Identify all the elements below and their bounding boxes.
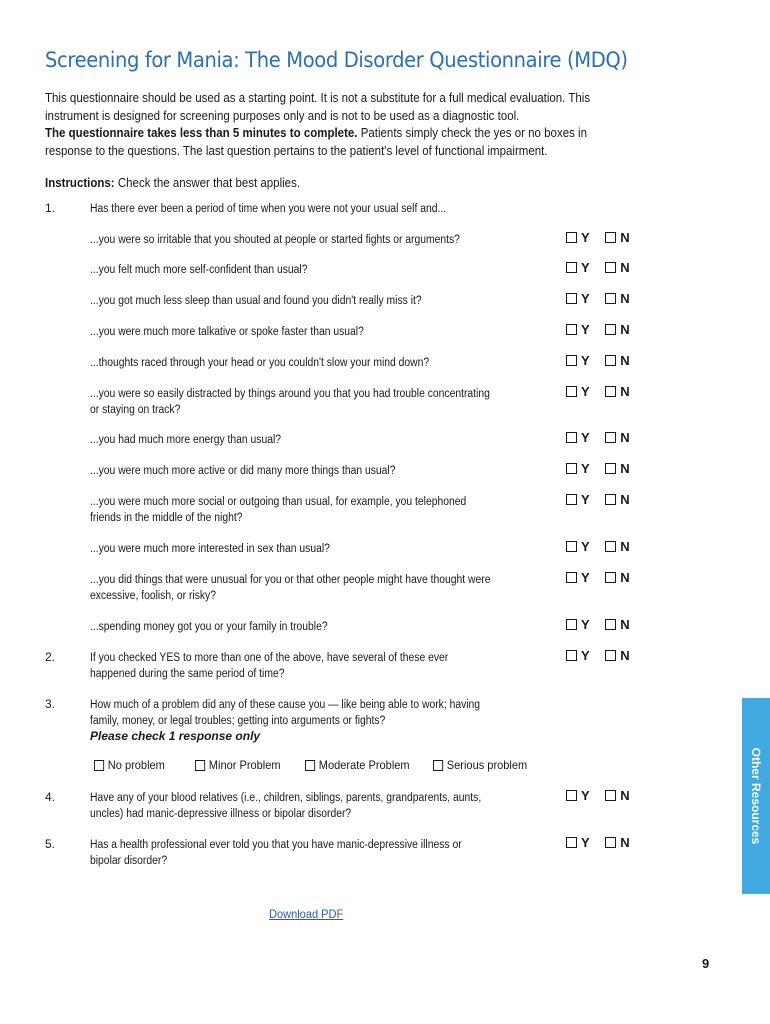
- q1-item-text: ...you were much more active or did many more things than usual?: [90, 465, 396, 477]
- checkbox-icon: [605, 355, 616, 366]
- q1-item-text: ...thoughts raced through your head or you couldn't slow your mind down?: [90, 357, 430, 369]
- yes-no-group: [566, 353, 642, 369]
- yes-no-group: [566, 617, 642, 633]
- yes-label: Y: [581, 617, 590, 632]
- checkbox-icon: [566, 324, 577, 335]
- no-label: N: [620, 461, 630, 476]
- instructions-label: Instructions:: [45, 176, 115, 190]
- checkbox-icon: [605, 232, 616, 243]
- yes-no-group: [566, 539, 642, 555]
- yes-checkbox[interactable]: [566, 570, 590, 585]
- intro-rest: Patients simply check the yes or no boxes in response to the questions. The last question pertains to the patient's level of functional impairment.: [45, 126, 587, 158]
- question-number: 2.: [45, 650, 56, 664]
- no-checkbox[interactable]: [605, 384, 629, 399]
- yes-checkbox[interactable]: [566, 384, 590, 399]
- no-label: N: [620, 648, 630, 663]
- q1-item-text: ...you were so irritable that you shouted at people or started fights or arguments?: [90, 234, 460, 246]
- option-label: Moderate Problem: [318, 758, 410, 772]
- checkbox-icon: [605, 324, 616, 335]
- yes-checkbox[interactable]: [566, 788, 590, 803]
- minor-problem-checkbox[interactable]: [195, 758, 281, 772]
- checkbox-icon: [566, 463, 577, 474]
- checkbox-icon: [566, 619, 577, 630]
- yes-no-group: [566, 291, 642, 307]
- checkbox-icon: [605, 293, 616, 304]
- option-label: Minor Problem: [208, 758, 281, 772]
- yes-no-group: [566, 430, 642, 446]
- question-text: How much of a problem did any of these cause you — like being able to work; having family, money, or legal troubles; getting into arguments or fights?: [90, 699, 481, 727]
- yes-checkbox[interactable]: [566, 461, 590, 476]
- q1-item-text: ...you were much more interested in sex than usual?: [90, 543, 330, 555]
- download-pdf-link[interactable]: Download PDF: [269, 907, 344, 921]
- intro-text: [45, 90, 634, 160]
- yes-checkbox[interactable]: [566, 492, 590, 507]
- checkbox-icon: [605, 262, 616, 273]
- yes-no-group: [566, 322, 642, 338]
- no-checkbox[interactable]: [605, 835, 629, 850]
- moderate-problem-checkbox[interactable]: [305, 758, 410, 772]
- no-label: N: [620, 230, 630, 245]
- checkbox-icon: [605, 386, 616, 397]
- q1-item-text: ...you were much more social or outgoing than usual, for example, you telephoned friends in the middle of the night?: [90, 496, 467, 524]
- q1-item-text: ...you felt much more self-confident than usual?: [90, 264, 308, 276]
- yes-no-group: [566, 461, 642, 477]
- question-text: If you checked YES to more than one of the above, have several of these ever happened during the same period of time?: [90, 652, 449, 680]
- checkbox-icon: [566, 837, 577, 848]
- serious-problem-checkbox[interactable]: [433, 758, 527, 772]
- yes-label: Y: [581, 492, 590, 507]
- yes-label: Y: [581, 291, 590, 306]
- intro-bold: The questionnaire takes less than 5 minutes to complete.: [45, 126, 358, 140]
- checkbox-icon: [566, 293, 577, 304]
- no-label: N: [620, 570, 630, 585]
- yes-no-group: [566, 570, 642, 586]
- yes-label: Y: [581, 539, 590, 554]
- yes-label: Y: [581, 353, 590, 368]
- checkbox-icon: [605, 494, 616, 505]
- yes-label: Y: [581, 648, 590, 663]
- no-checkbox[interactable]: [605, 230, 629, 245]
- checkbox-icon: [605, 837, 616, 848]
- yes-label: Y: [581, 430, 590, 445]
- yes-checkbox[interactable]: [566, 230, 590, 245]
- yes-checkbox[interactable]: [566, 322, 590, 337]
- yes-no-group: [566, 835, 642, 851]
- checkbox-icon: [605, 619, 616, 630]
- q1-item-text: ...spending money got you or your family in trouble?: [90, 621, 328, 633]
- yes-no-group: [566, 648, 642, 664]
- no-checkbox[interactable]: [605, 461, 629, 476]
- checkbox-icon: [566, 232, 577, 243]
- no-label: N: [620, 430, 630, 445]
- no-label: N: [620, 492, 630, 507]
- question-number: 1.: [45, 201, 56, 215]
- no-checkbox[interactable]: [605, 539, 629, 554]
- yes-checkbox[interactable]: [566, 353, 590, 368]
- checkbox-icon: [305, 760, 315, 771]
- question-text: Has there ever been a period of time when you were not your usual self and...: [90, 203, 447, 215]
- checkbox-icon: [566, 650, 577, 661]
- checkbox-icon: [566, 790, 577, 801]
- checkbox-icon: [605, 572, 616, 583]
- yes-no-group: [566, 788, 642, 804]
- yes-checkbox[interactable]: [566, 648, 590, 663]
- yes-label: Y: [581, 384, 590, 399]
- option-label: No problem: [107, 758, 165, 772]
- yes-checkbox[interactable]: [566, 835, 590, 850]
- checkbox-icon: [605, 463, 616, 474]
- question-text: Have any of your blood relatives (i.e., children, siblings, parents, grandparents, aunts, uncles) had manic-depressive illness or bipolar disorder?: [90, 792, 482, 820]
- no-checkbox[interactable]: [605, 291, 629, 306]
- checkbox-icon: [566, 262, 577, 273]
- checkbox-icon: [433, 760, 443, 771]
- yes-no-group: [566, 230, 642, 246]
- no-label: N: [620, 260, 630, 275]
- q1-item-text: ...you had much more energy than usual?: [90, 434, 282, 446]
- checkbox-icon: [566, 386, 577, 397]
- page-title: Screening for Mania: The Mood Disorder Questionnaire (MDQ): [45, 48, 628, 72]
- yes-no-group: [566, 384, 642, 400]
- response-note: Please check 1 response only: [90, 729, 261, 743]
- checkbox-icon: [566, 432, 577, 443]
- checkbox-icon: [566, 494, 577, 505]
- side-tab-label: Other Resources: [749, 747, 763, 845]
- checkbox-icon: [94, 760, 104, 771]
- option-label: Serious problem: [446, 758, 528, 772]
- instructions: [45, 176, 300, 190]
- no-label: N: [620, 384, 630, 399]
- other-resources-tab[interactable]: [742, 698, 770, 894]
- yes-no-group: [566, 492, 642, 508]
- question-text: Has a health professional ever told you that you have manic-depressive illness or bipolar disorder?: [90, 839, 462, 867]
- page-number: 9: [702, 956, 710, 971]
- intro-paragraph-2: [45, 125, 634, 160]
- q1-item-text: ...you got much less sleep than usual and found you didn't really miss it?: [90, 295, 422, 307]
- q1-item-text: ...you did things that were unusual for you or that other people might have thought were excessive, foolish, or risky?: [90, 574, 491, 602]
- question-number: 3.: [45, 697, 56, 711]
- yes-label: Y: [581, 570, 590, 585]
- no-checkbox[interactable]: [605, 492, 629, 507]
- checkbox-icon: [605, 790, 616, 801]
- checkbox-icon: [605, 541, 616, 552]
- no-label: N: [620, 353, 630, 368]
- no-checkbox[interactable]: [605, 353, 629, 368]
- checkbox-icon: [605, 432, 616, 443]
- instructions-text: Check the answer that best applies.: [114, 176, 301, 190]
- no-problem-checkbox[interactable]: [94, 758, 165, 772]
- yes-label: Y: [581, 322, 590, 337]
- yes-checkbox[interactable]: [566, 291, 590, 306]
- yes-label: Y: [581, 260, 590, 275]
- question-number: 5.: [45, 837, 56, 851]
- no-checkbox[interactable]: [605, 322, 629, 337]
- no-label: N: [620, 617, 630, 632]
- no-label: N: [620, 835, 630, 850]
- no-label: N: [620, 291, 630, 306]
- yes-checkbox[interactable]: [566, 260, 590, 275]
- intro-paragraph: This questionnaire should be used as a starting point. It is not a substitute for a full medical evaluation. This instrument is designed for screening purposes only and is not to be used as a diagnostic tool.: [45, 91, 591, 123]
- checkbox-icon: [605, 650, 616, 661]
- no-checkbox[interactable]: [605, 648, 629, 663]
- yes-label: Y: [581, 230, 590, 245]
- no-label: N: [620, 322, 630, 337]
- no-checkbox[interactable]: [605, 617, 629, 632]
- no-checkbox[interactable]: [605, 788, 629, 803]
- yes-label: Y: [581, 835, 590, 850]
- q1-item-text: ...you were so easily distracted by things around you that you had trouble concentrating or staying on track?: [90, 388, 490, 416]
- yes-no-group: [566, 260, 642, 276]
- no-checkbox[interactable]: [605, 570, 629, 585]
- no-checkbox[interactable]: [605, 430, 629, 445]
- yes-checkbox[interactable]: [566, 539, 590, 554]
- yes-label: Y: [581, 461, 590, 476]
- yes-label: Y: [581, 788, 590, 803]
- no-checkbox[interactable]: [605, 260, 629, 275]
- question-number: 4.: [45, 790, 56, 804]
- no-label: N: [620, 788, 630, 803]
- checkbox-icon: [566, 541, 577, 552]
- no-label: N: [620, 539, 630, 554]
- yes-checkbox[interactable]: [566, 430, 590, 445]
- yes-checkbox[interactable]: [566, 617, 590, 632]
- checkbox-icon: [566, 355, 577, 366]
- q1-item-text: ...you were much more talkative or spoke faster than usual?: [90, 326, 364, 338]
- checkbox-icon: [195, 760, 205, 771]
- checkbox-icon: [566, 572, 577, 583]
